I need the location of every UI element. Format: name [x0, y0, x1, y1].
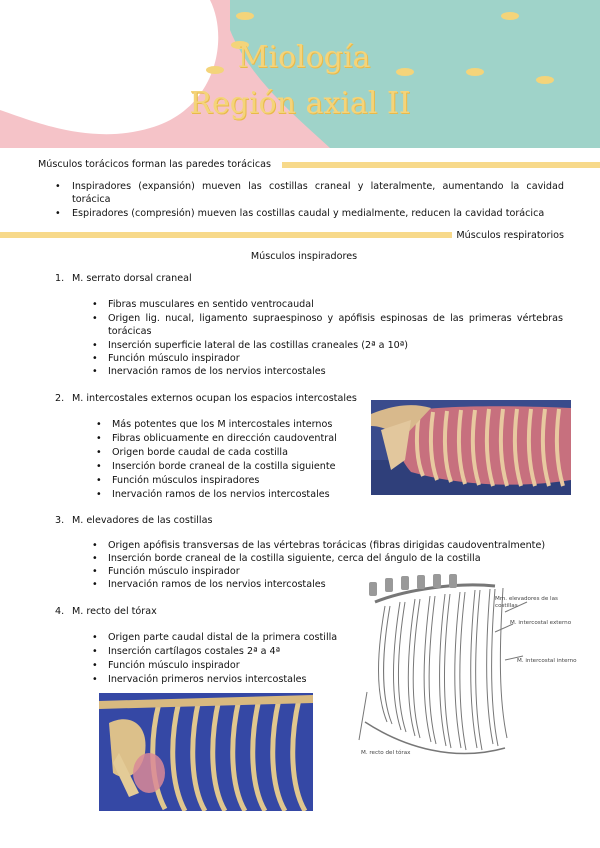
bullet-icon: • [92, 366, 98, 377]
label-intercostal-externo: M. intercostal externo [510, 620, 572, 626]
muscle-item: Inserción borde craneal de la costilla siguiente, cerca del ángulo de la costilla [108, 553, 481, 564]
bullet-icon: • [96, 461, 102, 472]
bullet-icon: • [92, 313, 98, 324]
bullet-icon: • [96, 447, 102, 458]
muscle-item: Origen apófisis transversas de las vértebras torácicas (fibras dirigidas caudoventralmente) [108, 540, 546, 551]
intro-bullet-espiradores: Espiradores (compresión) mueven las costillas caudal y medialmente, reducen la cavidad torácica [72, 208, 545, 219]
muscle-item: Origen lig. nucal, ligamento supraespinoso y apófisis espinosas de las primeras vértebras torácicas [108, 313, 563, 337]
muscle-item: Función músculo inspirador [108, 353, 240, 364]
muscle-item: Inserción cartílagos costales 2ª a 4ª [108, 646, 281, 657]
muscle-item: Más potentes que los M intercostales internos [112, 419, 333, 430]
muscle-number: 4. [55, 606, 65, 617]
intro-accent-bar [282, 162, 600, 168]
bullet-icon: • [92, 353, 98, 364]
bullet-icon: • [92, 340, 98, 351]
label-elevadores: Mm. elevadores de las costillas [495, 596, 558, 609]
bullet-icon: • [96, 475, 102, 486]
rib-cage-diagram [345, 572, 577, 770]
intro-heading: Músculos torácicos forman las paredes torácicas [38, 159, 272, 170]
bullet-icon: • [92, 646, 98, 657]
bullet-icon: • [96, 419, 102, 430]
bullet-icon: • [96, 489, 102, 500]
muscle-item: Origen borde caudal de cada costilla [112, 447, 288, 458]
muscle-number: 2. [55, 393, 65, 404]
bullet-icon: • [92, 674, 98, 685]
muscle-item: Fibras oblicuamente en dirección caudoventral [112, 433, 337, 444]
bullet-icon: • [92, 540, 98, 551]
muscle-name-elevadores: M. elevadores de las costillas [72, 515, 213, 526]
muscle-item: Inserción borde craneal de la costilla siguiente [112, 461, 336, 472]
muscle-item: Inervación ramos de los nervios intercostales [112, 489, 330, 500]
recto-torax-photo [99, 693, 313, 811]
muscle-item: Inervación ramos de los nervios intercostales [108, 579, 326, 590]
section-label: Músculos respiratorios [456, 230, 564, 241]
bullet-icon: • [92, 566, 98, 577]
muscle-item: Fibras musculares en sentido ventrocaudal [108, 299, 314, 310]
page-title: Miología [237, 40, 371, 75]
muscle-item: Inervación ramos de los nervios intercostales [108, 366, 326, 377]
bullet-icon: • [92, 299, 98, 310]
page-subtitle: Región axial II [189, 86, 411, 121]
muscle-item: Función músculos inspiradores [112, 475, 260, 486]
bullet-icon: • [92, 553, 98, 564]
bullet-icon: • [55, 208, 61, 219]
intercostal-muscles-photo [371, 400, 571, 495]
muscle-item: Función músculo inspirador [108, 566, 240, 577]
muscle-name-intercostales-externos: M. intercostales externos ocupan los espacios intercostales [72, 393, 357, 404]
section-accent-bar [0, 232, 452, 238]
header-banner [0, 0, 600, 148]
muscle-item: Inervación primeros nervios intercostales [108, 674, 307, 685]
muscle-item: Función músculo inspirador [108, 660, 240, 671]
bullet-icon: • [92, 660, 98, 671]
muscle-number: 1. [55, 273, 65, 284]
bullet-icon: • [92, 579, 98, 590]
label-recto: M. recto del tórax [361, 750, 411, 756]
bullet-icon: • [92, 632, 98, 643]
muscle-number: 3. [55, 515, 65, 526]
intro-bullet-inspiradores: Inspiradores (expansión) mueven las costillas craneal y lateralmente, aumentando la cavidad torácica [72, 181, 564, 205]
muscle-name-recto: M. recto del tórax [72, 606, 157, 617]
muscle-item: Inserción superficie lateral de las costillas craneales (2ª a 10ª) [108, 340, 409, 351]
label-intercostal-interno: M. intercostal interno [517, 658, 577, 664]
bullet-icon: • [55, 181, 61, 192]
section-subtitle: Músculos inspiradores [250, 251, 358, 262]
muscle-name-serrato: M. serrato dorsal craneal [72, 273, 192, 284]
bullet-icon: • [96, 433, 102, 444]
muscle-item: Origen parte caudal distal de la primera costilla [108, 632, 338, 643]
